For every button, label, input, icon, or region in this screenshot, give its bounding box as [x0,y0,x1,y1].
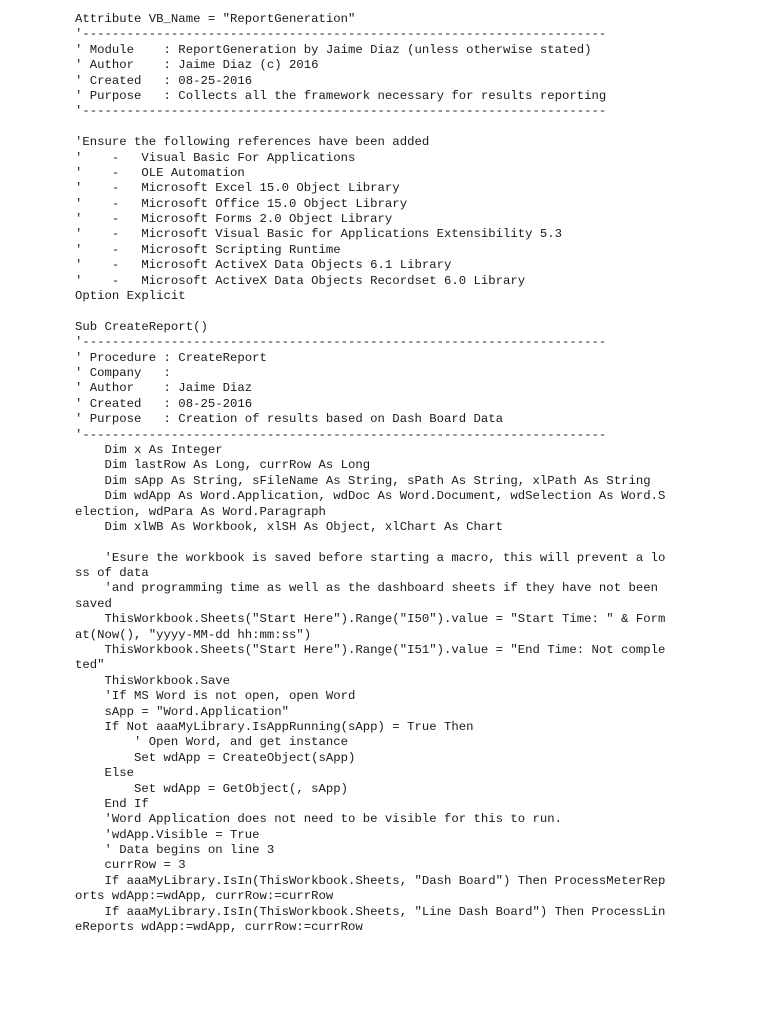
code-line: ' - Microsoft Scripting Runtime [75,242,341,257]
code-line: If aaaMyLibrary.IsIn(ThisWorkbook.Sheets, "Line Dash Board") Then ProcessLin [75,904,666,919]
code-line: ted" [75,658,105,673]
code-line: ' Purpose : Creation of results based on Dash Board Data [75,412,504,427]
code-line: ' - Microsoft Forms 2.0 Object Library [75,212,393,227]
code-line: '----------------------------------------------------------------------- [75,335,607,350]
code-line [75,304,755,319]
code-line [75,120,755,135]
code-line: ' Author : Jaime Diaz (c) 2016 [75,58,319,73]
code-line: Sub CreateReport() [75,319,208,334]
code-line: saved [75,596,112,611]
code-line: election, wdPara As Word.Paragraph [75,504,326,519]
code-line: ' - Visual Basic For Applications [75,150,356,165]
code-line: eReports wdApp:=wdApp, currRow:=currRow [75,920,363,935]
code-line: ' Data begins on line 3 [75,843,275,858]
code-line: ' Created : 08-25-2016 [75,396,253,411]
code-listing [75,12,755,935]
code-line: ' - Microsoft Visual Basic for Applications Extensibility 5.3 [75,227,563,242]
code-line: 'If MS Word is not open, open Word [75,689,356,704]
code-line [75,535,755,550]
code-line: ' Open Word, and get instance [75,735,349,750]
code-line: Dim x As Integer [75,442,223,457]
code-line: ThisWorkbook.Sheets("Start Here").Range("I50").value = "Start Time: " & Form [75,612,666,627]
code-line: Dim xlWB As Workbook, xlSH As Object, xlChart As Chart [75,519,504,534]
code-line: ' Module : ReportGeneration by Jaime Diaz (unless otherwise stated) [75,42,592,57]
code-line: Dim lastRow As Long, currRow As Long [75,458,371,473]
code-line: End If [75,796,149,811]
code-line: Set wdApp = CreateObject(sApp) [75,750,356,765]
code-line: sApp = "Word.Application" [75,704,290,719]
code-line: ss of data [75,566,149,581]
code-line: If Not aaaMyLibrary.IsAppRunning(sApp) = True Then [75,719,474,734]
code-line: '----------------------------------------------------------------------- [75,427,607,442]
code-line: '----------------------------------------------------------------------- [75,104,607,119]
code-line: ' Procedure : CreateReport [75,350,267,365]
code-line: Dim sApp As String, sFileName As String, sPath As String, xlPath As String [75,473,651,488]
code-line: ' - Microsoft Excel 15.0 Object Library [75,181,400,196]
code-line: Set wdApp = GetObject(, sApp) [75,781,349,796]
code-line: ' Author : Jaime Diaz [75,381,253,396]
code-line: ThisWorkbook.Sheets("Start Here").Range("I51").value = "End Time: Not comple [75,643,666,658]
code-line: ' - Microsoft ActiveX Data Objects 6.1 Library [75,258,452,273]
code-line: ' - Microsoft ActiveX Data Objects Recordset 6.0 Library [75,273,526,288]
code-line: at(Now(), "yyyy-MM-dd hh:mm:ss") [75,627,312,642]
code-line: '----------------------------------------------------------------------- [75,27,607,42]
code-line: ' Company : [75,365,171,380]
code-line: currRow = 3 [75,858,186,873]
code-line: 'wdApp.Visible = True [75,827,260,842]
code-line: If aaaMyLibrary.IsIn(ThisWorkbook.Sheets, "Dash Board") Then ProcessMeterRep [75,873,666,888]
code-line: Option Explicit [75,289,186,304]
code-line: Attribute VB_Name = "ReportGeneration" [75,12,356,26]
code-line: 'and programming time as well as the dashboard sheets if they have not been [75,581,658,596]
code-line: 'Esure the workbook is saved before starting a macro, this will prevent a lo [75,550,666,565]
code-line: 'Ensure the following references have been added [75,135,430,150]
code-line: 'Word Application does not need to be visible for this to run. [75,812,563,827]
code-line: ThisWorkbook.Save [75,673,230,688]
code-line: ' - OLE Automation [75,165,245,180]
code-line: Dim wdApp As Word.Application, wdDoc As Word.Document, wdSelection As Word.S [75,489,666,504]
code-line: ' - Microsoft Office 15.0 Object Library [75,196,408,211]
code-line: ' Created : 08-25-2016 [75,73,253,88]
code-line: ' Purpose : Collects all the framework necessary for results reporting [75,88,607,103]
code-line: Else [75,766,135,781]
code-line: orts wdApp:=wdApp, currRow:=currRow [75,889,334,904]
